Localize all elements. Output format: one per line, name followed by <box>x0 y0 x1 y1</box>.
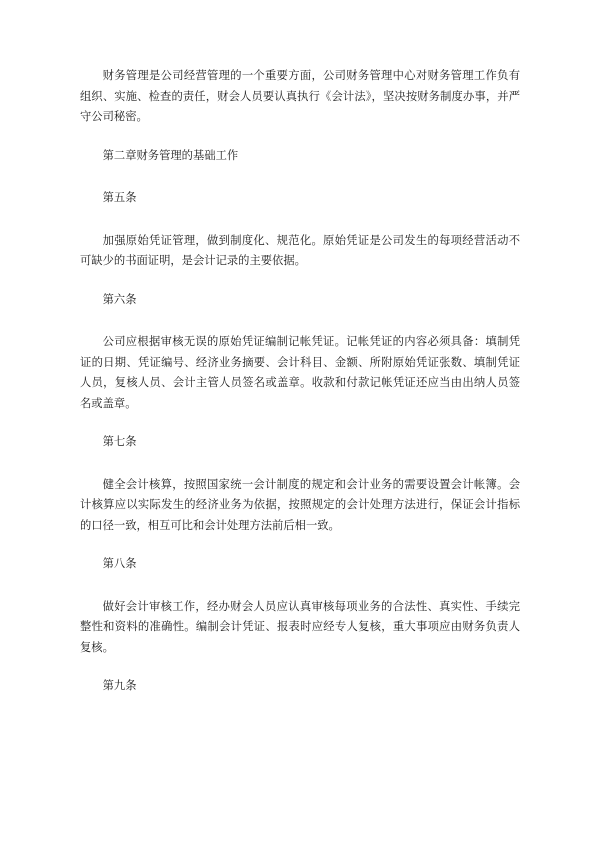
paragraph-article-5: 加强原始凭证管理，做到制度化、规范化。原始凭证是公司发生的每项经营活动不可缺少的书面证明，是会计记录的主要依据。 <box>80 233 520 267</box>
document-page <box>80 66 520 697</box>
paragraph-financial-management-intro: 财务管理是公司经营管理的一个重要方面，公司财务管理中心对财务管理工作负有组织、实施、检查的责任，财会人员要认真执行《会计法》，坚决按财务制度办事，并严守公司秘密。 <box>80 69 520 123</box>
paragraph-article-8: 做好会计审核工作，经办财会人员应认真审核每项业务的合法性、真实性、手续完整性和资料的准确性。编制会计凭证、报表时应经专人复核，重大事项应由财务负责人复核。 <box>80 599 520 654</box>
article-heading-6: 第六条 <box>102 292 137 306</box>
article-heading-7: 第七条 <box>102 435 137 448</box>
chapter-heading-2: 第二章财务管理的基础工作 <box>102 148 239 162</box>
article-heading-5: 第五条 <box>102 191 137 204</box>
paragraph-article-7: 健全会计核算，按照国家统一会计制度的规定和会计业务的需要设置会计帐簿。会计核算应以实际发生的经济业务为依据，按照规定的会计处理方法进行，保证会计指标的口径一致，相互可比和会计处理方法前后相一致。 <box>80 477 520 532</box>
article-heading-9: 第九条 <box>102 679 137 692</box>
paragraph-article-6: 公司应根据审核无误的原始凭证编制记帐凭证。记帐凭证的内容必须具备：填制凭证的日期、凭证编号、经济业务摘要、会计科目、金额、所附原始凭证张数、填制凭证人员，复核人员、会计主管人员签名或盖章。收款和付款记帐凭证还应当由出纳人员签名或盖章。 <box>80 335 520 410</box>
article-heading-8: 第八条 <box>102 557 137 570</box>
